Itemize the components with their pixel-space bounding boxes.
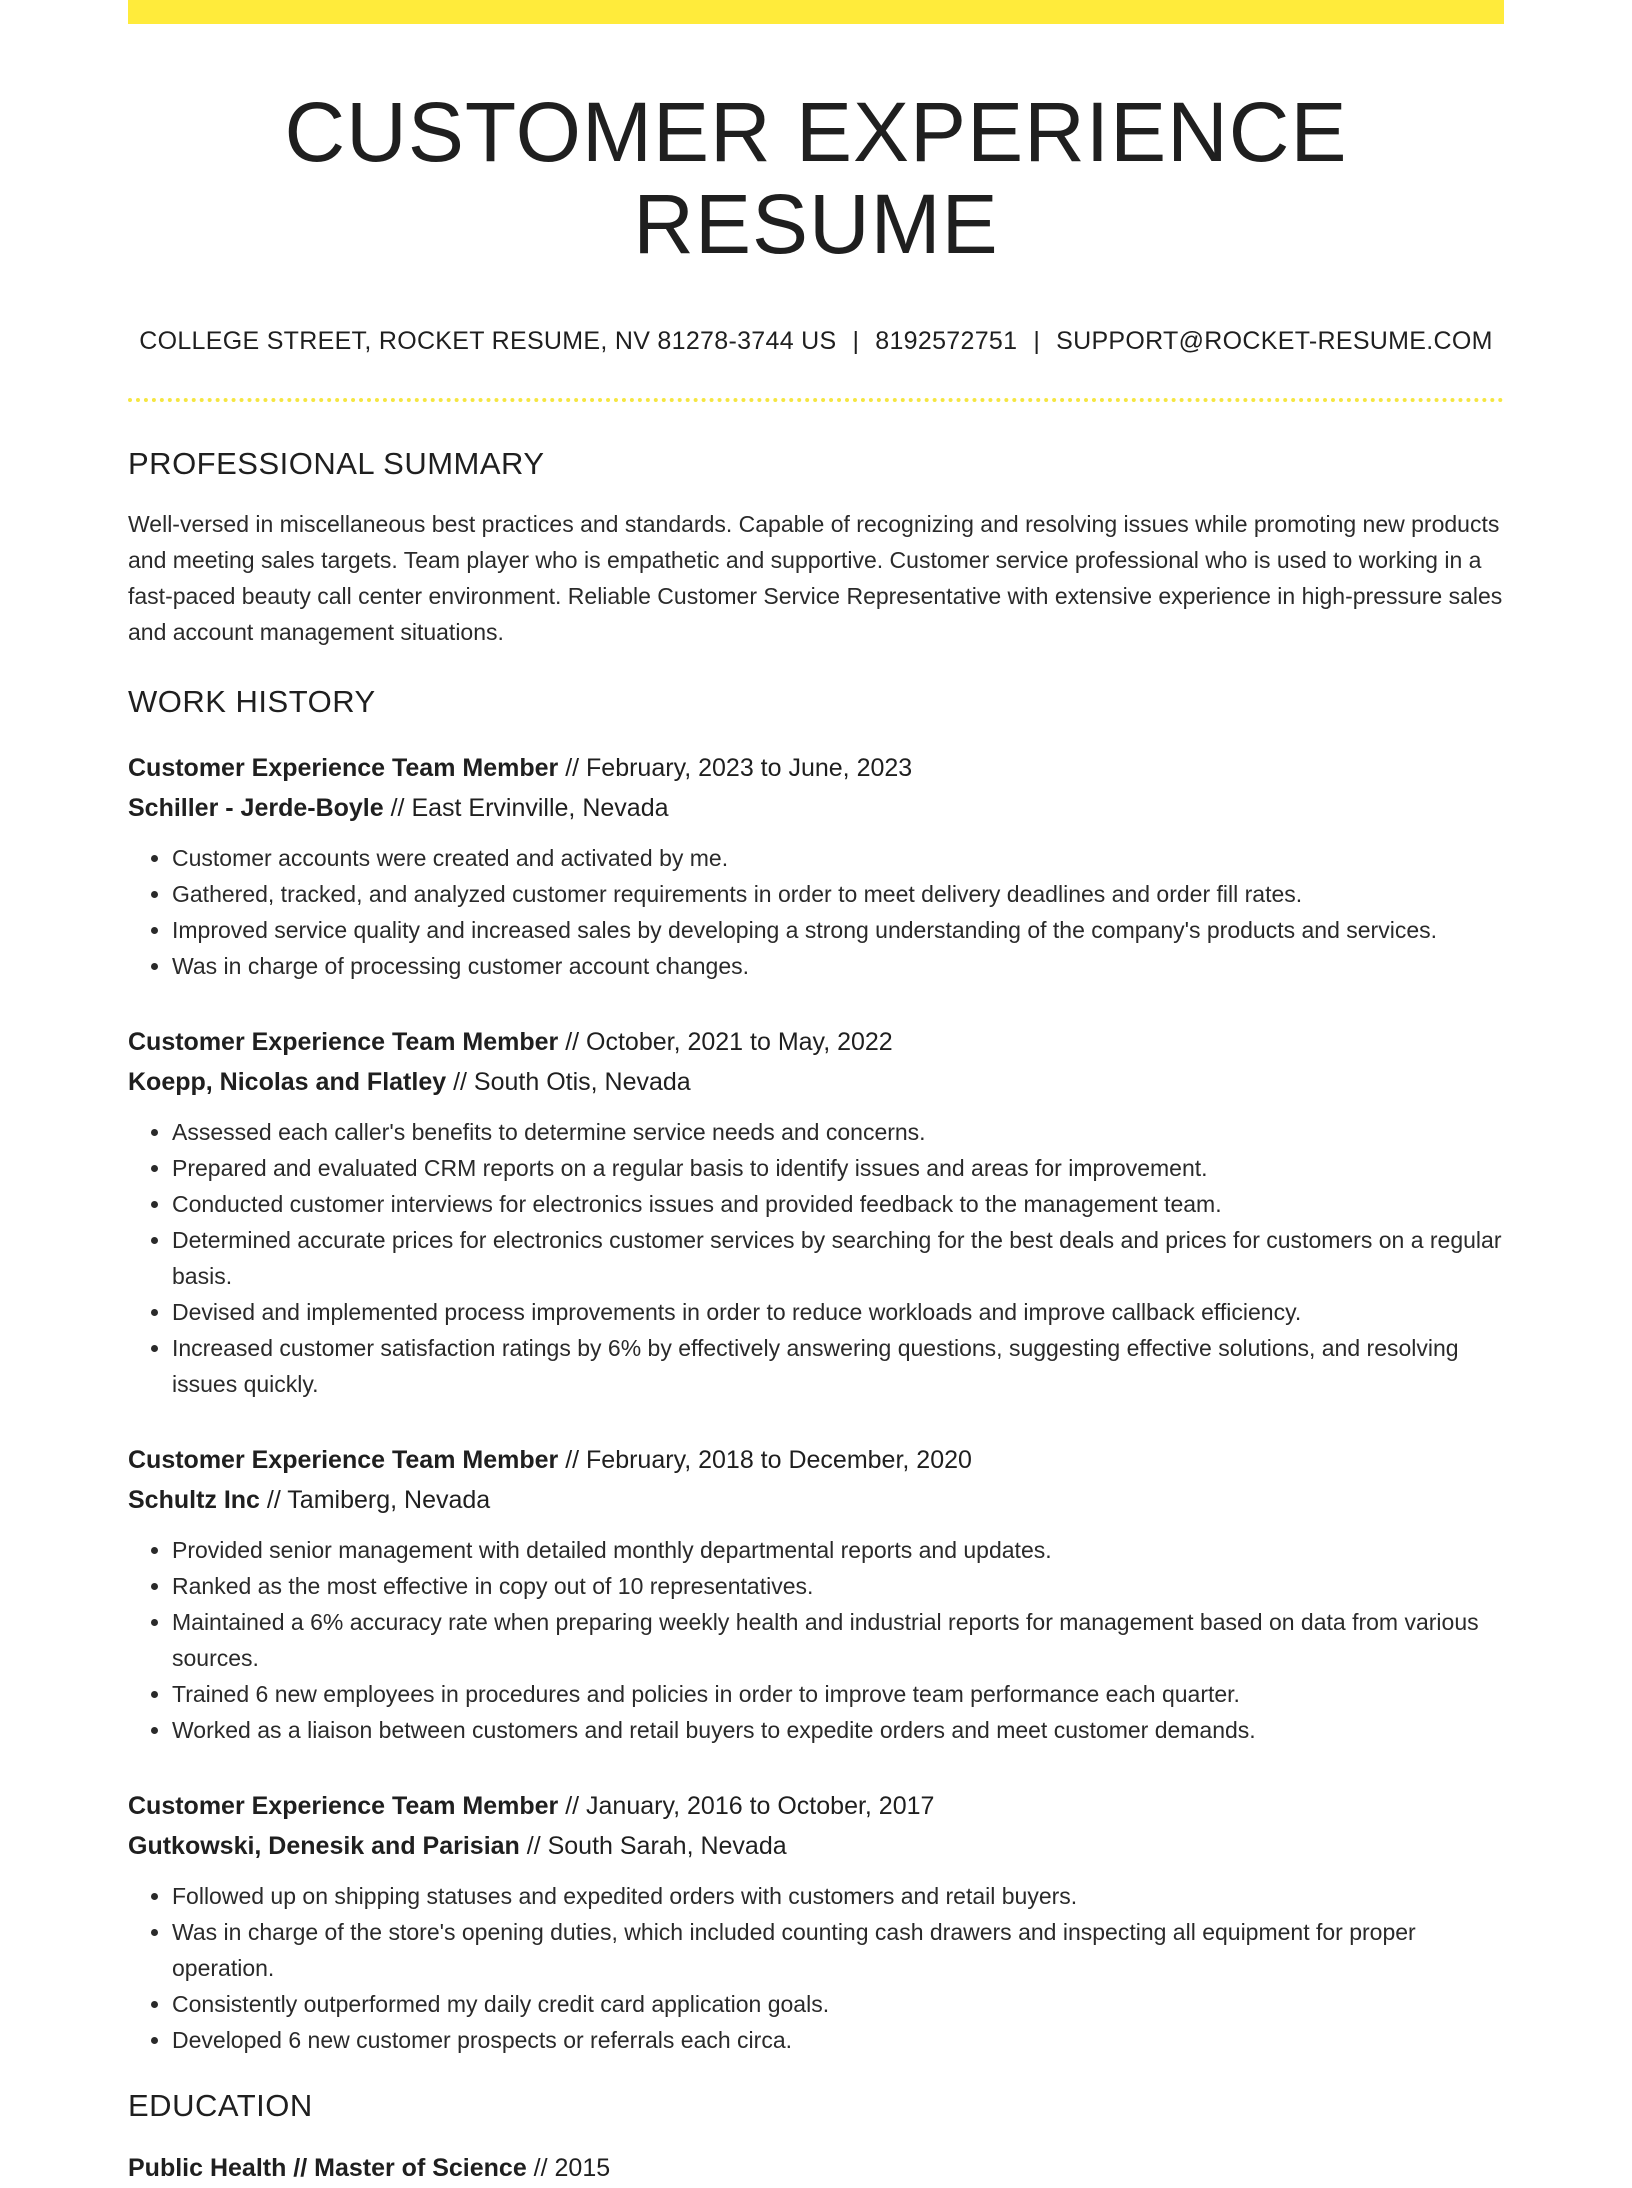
- job-bullet: • Developed 6 new customer prospects or referrals each circa.: [172, 2022, 1504, 2058]
- job-bullet: • Gathered, tracked, and analyzed customer requirements in order to meet delivery deadlines and order fill rates.: [172, 876, 1504, 912]
- job-company-line: [128, 1062, 1504, 1102]
- education-year: // 2015: [526, 2153, 611, 2182]
- job-company: Gutkowski, Denesik and Parisian: [128, 1831, 520, 1860]
- header-divider: [128, 398, 1504, 402]
- job-bullets: [128, 840, 1504, 984]
- job-bullet: • Conducted customer interviews for electronics issues and provided feedback to the management team.: [172, 1186, 1504, 1222]
- job-title-line: [128, 1786, 1504, 1826]
- job-company-line: [128, 788, 1504, 828]
- job-bullet: • Ranked as the most effective in copy out of 10 representatives.: [172, 1568, 1504, 1604]
- job-bullet: • Prepared and evaluated CRM reports on a regular basis to identify issues and areas for improvement.: [172, 1150, 1504, 1186]
- contact-email: SUPPORT@ROCKET-RESUME.COM: [1056, 326, 1493, 355]
- contact-phone: 8192572751: [875, 326, 1018, 355]
- contact-separator: |: [1033, 326, 1041, 355]
- job-bullet: • Assessed each caller's benefits to determine service needs and concerns.: [172, 1114, 1504, 1150]
- job-bullet: • Was in charge of the store's opening duties, which included counting cash drawers and inspecting all equipment for proper operation.: [172, 1914, 1504, 1986]
- job-bullet: • Followed up on shipping statuses and expedited orders with customers and retail buyers.: [172, 1878, 1504, 1914]
- job-bullets: [128, 1114, 1504, 1402]
- job-bullet: • Trained 6 new employees in procedures and policies in order to improve team performance each quarter.: [172, 1676, 1504, 1712]
- job-company-line: [128, 1480, 1504, 1520]
- job-bullet: • Increased customer satisfaction ratings by 6% by effectively answering questions, suggesting effective solutions, and resolving issues quickly.: [172, 1330, 1504, 1402]
- job-entry: [128, 1786, 1504, 2058]
- job-company: Schiller - Jerde-Boyle: [128, 793, 384, 822]
- job-list: [128, 748, 1504, 2058]
- job-bullet: • Customer accounts were created and activated by me.: [172, 840, 1504, 876]
- job-bullet: • Determined accurate prices for electronics customer services by searching for the best deals and prices for customers on a regular basis.: [172, 1222, 1504, 1294]
- job-title-line: [128, 1440, 1504, 1480]
- job-bullets: [128, 1878, 1504, 2058]
- education-entry: [128, 2148, 1504, 2188]
- job-title: Customer Experience Team Member: [128, 1445, 559, 1474]
- job-bullet: • Consistently outperformed my daily credit card application goals.: [172, 1986, 1504, 2022]
- contact-line: [128, 327, 1504, 356]
- job-company: Schultz Inc: [128, 1485, 260, 1514]
- resume-title: CUSTOMER EXPERIENCE RESUME: [284, 85, 1348, 272]
- summary-text: Well-versed in miscellaneous best practices and standards. Capable of recognizing and resolving issues while promoting new products and meeting sales targets. Team player who is empathetic and supportive. Customer service professional who is used to working in a fast-paced beauty call center environment. Reliable Customer Service Representative with extensive experience in high-pressure sales and account management situations.: [128, 510, 1503, 645]
- job-location: // South Otis, Nevada: [446, 1067, 691, 1096]
- job-title: Customer Experience Team Member: [128, 1791, 559, 1820]
- work-history-heading: WORK HISTORY: [128, 683, 376, 719]
- job-entry: [128, 748, 1504, 984]
- job-title: Customer Experience Team Member: [128, 753, 559, 782]
- job-location: // East Ervinville, Nevada: [383, 793, 669, 822]
- job-entry: [128, 1022, 1504, 1402]
- education-heading: EDUCATION: [128, 2087, 313, 2123]
- job-title-line: [128, 1022, 1504, 1062]
- job-bullets: [128, 1532, 1504, 1748]
- contact-address: COLLEGE STREET, ROCKET RESUME, NV 81278-3744 US: [139, 326, 837, 355]
- summary-heading: PROFESSIONAL SUMMARY: [128, 445, 545, 481]
- education-degree: Public Health // Master of Science: [128, 2153, 527, 2182]
- job-entry: [128, 1440, 1504, 1748]
- job-bullet: • Maintained a 6% accuracy rate when preparing weekly health and industrial reports for management based on data from various sources.: [172, 1604, 1504, 1676]
- job-location: // Tamiberg, Nevada: [259, 1485, 491, 1514]
- contact-separator: |: [852, 326, 860, 355]
- job-bullet: • Worked as a liaison between customers and retail buyers to expedite orders and meet customer demands.: [172, 1712, 1504, 1748]
- job-dates: // January, 2016 to October, 2017: [558, 1791, 935, 1820]
- job-bullet: • Was in charge of processing customer account changes.: [172, 948, 1504, 984]
- job-dates: // October, 2021 to May, 2022: [558, 1027, 893, 1056]
- job-title: Customer Experience Team Member: [128, 1027, 559, 1056]
- job-bullet: • Improved service quality and increased sales by developing a strong understanding of the company's products and services.: [172, 912, 1504, 948]
- job-company: Koepp, Nicolas and Flatley: [128, 1067, 447, 1096]
- job-title-line: [128, 748, 1504, 788]
- resume-page: [128, 0, 1504, 2188]
- job-company-line: [128, 1826, 1504, 1866]
- job-bullet: • Provided senior management with detailed monthly departmental reports and updates.: [172, 1532, 1504, 1568]
- job-location: // South Sarah, Nevada: [519, 1831, 787, 1860]
- job-dates: // February, 2023 to June, 2023: [558, 753, 913, 782]
- accent-bar: [128, 0, 1504, 24]
- job-bullet: • Devised and implemented process improvements in order to reduce workloads and improve callback efficiency.: [172, 1294, 1504, 1330]
- job-dates: // February, 2018 to December, 2020: [558, 1445, 972, 1474]
